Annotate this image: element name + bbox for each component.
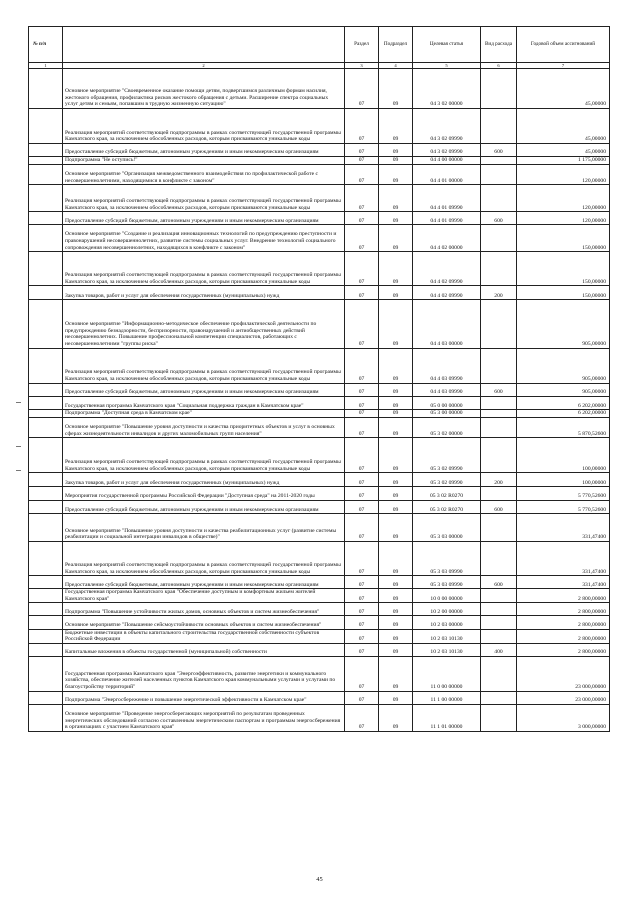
cell-amount: 905,00000 xyxy=(517,300,610,349)
cell-amount: 150,00000 xyxy=(517,286,610,300)
cell-type xyxy=(481,514,517,542)
cell-subsection: 09 xyxy=(379,300,413,349)
cell-name: Государственная программа Камчатского края "Социальная поддержка граждан в Камчатском крае" xyxy=(63,396,345,410)
cell-section: 07 xyxy=(345,164,379,185)
cell-type xyxy=(481,629,517,643)
table-row xyxy=(29,657,610,692)
cell-no xyxy=(29,629,63,643)
table-row xyxy=(29,383,610,396)
cell-target: 05 0 00 00000 xyxy=(413,396,481,410)
cell-subsection: 09 xyxy=(379,144,413,157)
table-row xyxy=(29,185,610,212)
cell-section: 07 xyxy=(345,500,379,514)
table-row xyxy=(29,410,610,418)
cell-section: 07 xyxy=(345,69,379,109)
cell-target: 05 3 03 09990 xyxy=(413,576,481,589)
cell-no xyxy=(29,705,63,732)
cell-section: 07 xyxy=(345,487,379,501)
cell-amount: 331,47400 xyxy=(517,541,610,576)
cell-amount: 120,00000 xyxy=(517,164,610,185)
table-row xyxy=(29,603,610,616)
cell-target: 04 4 02 00000 xyxy=(413,225,481,252)
cell-subsection: 09 xyxy=(379,514,413,542)
cell-type xyxy=(481,438,517,473)
cell-target: 05 3 00 00000 xyxy=(413,410,481,418)
cell-name: Основное мероприятие "Проведение энергосберегающих мероприятий по результатам проведенных энергетических обследований согласно составленным энергетическим паспортам и программам энергосбережения в организациях с участием Камчатского края" xyxy=(63,705,345,732)
cell-target: 04 4 00 00000 xyxy=(413,157,481,165)
table-row xyxy=(29,691,610,705)
page-number: 45 xyxy=(316,876,323,883)
cell-type: 400 xyxy=(481,644,517,657)
cell-subsection: 09 xyxy=(379,225,413,252)
cell-amount: 150,00000 xyxy=(517,252,610,286)
cell-no xyxy=(29,396,63,410)
cell-type xyxy=(481,348,517,383)
cell-subsection: 09 xyxy=(379,383,413,396)
cell-type xyxy=(481,603,517,616)
cell-subsection: 09 xyxy=(379,396,413,410)
cell-section: 07 xyxy=(345,417,379,438)
cell-type xyxy=(481,157,517,165)
cell-type xyxy=(481,417,517,438)
cell-section: 07 xyxy=(345,644,379,657)
cell-no xyxy=(29,144,63,157)
cell-target: 10 2 00 00000 xyxy=(413,603,481,616)
cell-subsection: 09 xyxy=(379,417,413,438)
column-number: 6 xyxy=(481,63,517,69)
cell-section: 07 xyxy=(345,185,379,212)
table-body xyxy=(29,69,610,732)
cell-no xyxy=(29,185,63,212)
cell-no xyxy=(29,438,63,473)
cell-subsection: 09 xyxy=(379,438,413,473)
cell-amount: 3 000,00000 xyxy=(517,705,610,732)
cell-subsection: 09 xyxy=(379,644,413,657)
cell-name: Основное мероприятие "Своевременное оказание помощи детям, подвергшимся различным формам насилия, жестокого обращения, профилактика рисков жестокого обращения с детьми. Расширение спектра социальных услуг детям и семьям, попавшим в трудную жизненную ситуацию" xyxy=(63,69,345,109)
cell-amount: 100,00000 xyxy=(517,473,610,487)
cell-no xyxy=(29,410,63,418)
header-type: Вид расхода xyxy=(481,27,517,63)
cell-type xyxy=(481,541,517,576)
header-amount: Годовой объем ассигнований xyxy=(517,27,610,63)
cell-type xyxy=(481,691,517,705)
cell-target: 04 4 03 09990 xyxy=(413,348,481,383)
cell-name: Основное мероприятие "Повышение уровня доступности и качества приоритетных объектов и услуг в основных сферах жизнедеятельности инвалидов и других маломобильных групп населения" xyxy=(63,417,345,438)
cell-section: 07 xyxy=(345,157,379,165)
cell-amount: 23 000,00000 xyxy=(517,657,610,692)
cell-subsection: 09 xyxy=(379,705,413,732)
table-row xyxy=(29,514,610,542)
cell-amount: 5 770,52600 xyxy=(517,487,610,501)
table-row xyxy=(29,396,610,410)
cell-no xyxy=(29,69,63,109)
cell-amount: 905,00000 xyxy=(517,383,610,396)
cell-section: 07 xyxy=(345,705,379,732)
table-row xyxy=(29,348,610,383)
column-number: 1 xyxy=(29,63,63,69)
cell-name: Государственная программа Камчатского края "Обеспечение доступным и комфортным жильем жителей Камчатского края" xyxy=(63,589,345,603)
cell-name: Предоставление субсидий бюджетным, автономным учреждениям и иным некоммерческим организациям xyxy=(63,144,345,157)
cell-subsection: 09 xyxy=(379,252,413,286)
cell-type xyxy=(481,225,517,252)
cell-name: Основное мероприятие "Повышение уровня доступности и качества реабилитационных услуг (развитие системы реабилитации и социальной интеграции инвалидов в обществе)" xyxy=(63,514,345,542)
cell-target: 04 4 01 00000 xyxy=(413,164,481,185)
cell-amount: 120,00000 xyxy=(517,185,610,212)
table-row xyxy=(29,109,610,144)
cell-no xyxy=(29,541,63,576)
header-name xyxy=(63,27,345,63)
cell-type: 600 xyxy=(481,383,517,396)
cell-amount: 120,00000 xyxy=(517,212,610,225)
cell-target: 04 4 02 09990 xyxy=(413,286,481,300)
cell-no xyxy=(29,576,63,589)
cell-section: 07 xyxy=(345,541,379,576)
cell-no xyxy=(29,500,63,514)
cell-type: 600 xyxy=(481,576,517,589)
header-subsection: Подраздел xyxy=(379,27,413,63)
cell-target: 11 1 01 00000 xyxy=(413,705,481,732)
cell-target: 04 4 01 09990 xyxy=(413,212,481,225)
cell-no xyxy=(29,300,63,349)
cell-no xyxy=(29,164,63,185)
cell-amount: 2 800,00000 xyxy=(517,616,610,630)
cell-section: 07 xyxy=(345,348,379,383)
cell-amount: 331,47400 xyxy=(517,576,610,589)
cell-amount: 6 202,00000 xyxy=(517,410,610,418)
cell-amount: 1 175,00000 xyxy=(517,157,610,165)
cell-section: 07 xyxy=(345,691,379,705)
cell-no xyxy=(29,589,63,603)
cell-target: 04 4 03 00000 xyxy=(413,300,481,349)
cell-target: 04 4 03 09990 xyxy=(413,383,481,396)
column-number: 4 xyxy=(379,63,413,69)
cell-target: 05 3 03 00000 xyxy=(413,514,481,542)
table-row xyxy=(29,252,610,286)
table-row xyxy=(29,69,610,109)
cell-amount: 5 870,52600 xyxy=(517,417,610,438)
cell-amount: 2 800,00000 xyxy=(517,589,610,603)
cell-target: 10 2 03 10130 xyxy=(413,629,481,643)
table-row xyxy=(29,164,610,185)
cell-name: Предоставление субсидий бюджетным, автономным учреждениям и иным некоммерческим организациям xyxy=(63,212,345,225)
cell-amount: 45,00000 xyxy=(517,144,610,157)
cell-type xyxy=(481,410,517,418)
cell-name: Реализация мероприятий соответствующей подпрограммы в рамках соответствующей государственной программы Камчатского края, за исключением обособленных расходов, которым присваиваются уникальные коды xyxy=(63,541,345,576)
cell-subsection: 09 xyxy=(379,657,413,692)
table-row xyxy=(29,629,610,643)
cell-no xyxy=(29,473,63,487)
table-row xyxy=(29,212,610,225)
table-row xyxy=(29,500,610,514)
cell-section: 07 xyxy=(345,225,379,252)
cell-type xyxy=(481,69,517,109)
cell-name: Капитальные вложения в объекты государственной (муниципальной) собственности xyxy=(63,644,345,657)
margin-mark xyxy=(16,470,21,471)
table-row xyxy=(29,576,610,589)
cell-section: 07 xyxy=(345,383,379,396)
cell-section: 07 xyxy=(345,629,379,643)
column-number: 5 xyxy=(413,63,481,69)
cell-name: Государственная программа Камчатского края "Энергоэффективность, развитие энергетики и коммунального хозяйства, обеспечение жителей населенных пунктов Камчатского края коммунальными услугами и услугами по благоустройству территорий" xyxy=(63,657,345,692)
header-row xyxy=(29,27,610,63)
cell-amount: 905,00000 xyxy=(517,348,610,383)
cell-target: 04 3 02 09990 xyxy=(413,109,481,144)
cell-target: 05 3 02 R0270 xyxy=(413,487,481,501)
header-target: Целевая статья xyxy=(413,27,481,63)
table-row xyxy=(29,225,610,252)
cell-type xyxy=(481,185,517,212)
cell-no xyxy=(29,212,63,225)
cell-no xyxy=(29,286,63,300)
column-number: 2 xyxy=(63,63,345,69)
table-row xyxy=(29,616,610,630)
cell-amount: 45,00000 xyxy=(517,109,610,144)
cell-name: Подпрограмма "Доступная среда в Камчатском крае" xyxy=(63,410,345,418)
cell-subsection: 09 xyxy=(379,603,413,616)
cell-target: 10 2 03 00000 xyxy=(413,616,481,630)
cell-target: 05 3 03 09990 xyxy=(413,541,481,576)
cell-no xyxy=(29,225,63,252)
table-row xyxy=(29,473,610,487)
cell-section: 07 xyxy=(345,252,379,286)
cell-no xyxy=(29,514,63,542)
cell-section: 07 xyxy=(345,144,379,157)
cell-type: 600 xyxy=(481,212,517,225)
header-section: Раздел xyxy=(345,27,379,63)
cell-target: 04 4 01 09990 xyxy=(413,185,481,212)
cell-name: Предоставление субсидий бюджетным, автономным учреждениям и иным некоммерческим организациям xyxy=(63,383,345,396)
header-no: № п/п xyxy=(29,27,63,63)
cell-target: 05 3 02 R0270 xyxy=(413,500,481,514)
cell-name: Реализация мероприятий соответствующей подпрограммы в рамках соответствующей государственной программы Камчатского края, за исключением обособленных расходов, которым присваиваются уникальные коды xyxy=(63,348,345,383)
column-number: 7 xyxy=(517,63,610,69)
cell-no xyxy=(29,603,63,616)
cell-section: 07 xyxy=(345,410,379,418)
cell-subsection: 09 xyxy=(379,164,413,185)
table-row xyxy=(29,438,610,473)
table-row xyxy=(29,541,610,576)
cell-type xyxy=(481,705,517,732)
table-row xyxy=(29,300,610,349)
cell-subsection: 09 xyxy=(379,576,413,589)
cell-name: Бюджетные инвестиции в объекты капитального строительства государственной собственности субъектов Российской Федерации xyxy=(63,629,345,643)
cell-section: 07 xyxy=(345,300,379,349)
cell-section: 07 xyxy=(345,212,379,225)
cell-type xyxy=(481,164,517,185)
cell-target: 11 1 00 00000 xyxy=(413,691,481,705)
cell-section: 07 xyxy=(345,473,379,487)
cell-target: 11 0 00 00000 xyxy=(413,657,481,692)
cell-target: 04 4 02 09990 xyxy=(413,252,481,286)
cell-type xyxy=(481,396,517,410)
cell-amount: 331,47400 xyxy=(517,514,610,542)
cell-amount: 23 000,00000 xyxy=(517,691,610,705)
cell-name: Подпрограмма "Энергосбережение и повышение энергетической эффективности в Камчатском крае" xyxy=(63,691,345,705)
cell-type xyxy=(481,252,517,286)
cell-subsection: 09 xyxy=(379,157,413,165)
cell-subsection: 09 xyxy=(379,109,413,144)
cell-type: 200 xyxy=(481,473,517,487)
cell-section: 07 xyxy=(345,109,379,144)
table-row xyxy=(29,589,610,603)
cell-amount: 45,00000 xyxy=(517,69,610,109)
cell-name: Реализация мероприятий соответствующей подпрограммы в рамках соответствующей государственной программы Камчатского края, за исключением обособленных расходов, которым присваиваются уникальные коды xyxy=(63,252,345,286)
cell-amount: 150,00000 xyxy=(517,225,610,252)
cell-name: Предоставление субсидий бюджетным, автономным учреждениям и иным некоммерческим организациям xyxy=(63,576,345,589)
cell-section: 07 xyxy=(345,603,379,616)
cell-subsection: 09 xyxy=(379,629,413,643)
cell-subsection: 09 xyxy=(379,286,413,300)
margin-mark xyxy=(16,446,21,447)
cell-subsection: 09 xyxy=(379,410,413,418)
cell-no xyxy=(29,252,63,286)
cell-no xyxy=(29,417,63,438)
table-row xyxy=(29,286,610,300)
cell-section: 07 xyxy=(345,286,379,300)
cell-no xyxy=(29,348,63,383)
table-row xyxy=(29,157,610,165)
cell-no xyxy=(29,383,63,396)
table-row xyxy=(29,705,610,732)
cell-type xyxy=(481,616,517,630)
cell-subsection: 09 xyxy=(379,185,413,212)
table-row xyxy=(29,144,610,157)
cell-subsection: 09 xyxy=(379,541,413,576)
cell-type xyxy=(481,487,517,501)
cell-type: 200 xyxy=(481,286,517,300)
cell-target: 10 2 03 10130 xyxy=(413,644,481,657)
cell-subsection: 09 xyxy=(379,473,413,487)
cell-section: 07 xyxy=(345,576,379,589)
cell-no xyxy=(29,109,63,144)
cell-target: 05 3 02 09990 xyxy=(413,473,481,487)
cell-no xyxy=(29,691,63,705)
cell-subsection: 09 xyxy=(379,500,413,514)
table-row xyxy=(29,644,610,657)
cell-subsection: 09 xyxy=(379,487,413,501)
cell-no xyxy=(29,487,63,501)
cell-subsection: 09 xyxy=(379,691,413,705)
budget-table xyxy=(28,26,610,732)
cell-type xyxy=(481,109,517,144)
cell-subsection: 09 xyxy=(379,616,413,630)
cell-section: 07 xyxy=(345,396,379,410)
cell-no xyxy=(29,644,63,657)
cell-type: 600 xyxy=(481,144,517,157)
cell-amount: 2 800,00000 xyxy=(517,603,610,616)
cell-type: 600 xyxy=(481,500,517,514)
cell-target: 05 3 02 00000 xyxy=(413,417,481,438)
cell-name: Реализация мероприятий соответствующей подпрограммы в рамках соответствующей государственной программы Камчатского края, за исключением обособленных расходов, которым присваиваются уникальные коды xyxy=(63,185,345,212)
cell-subsection: 09 xyxy=(379,589,413,603)
margin-mark xyxy=(16,402,21,403)
cell-name: Предоставление субсидий бюджетным, автономным учреждениям и иным некоммерческим организациям xyxy=(63,500,345,514)
cell-amount: 6 202,00000 xyxy=(517,396,610,410)
cell-no xyxy=(29,657,63,692)
cell-no xyxy=(29,616,63,630)
cell-name: Закупка товаров, работ и услуг для обеспечения государственных (муниципальных) нужд xyxy=(63,473,345,487)
cell-target: 04 3 02 00000 xyxy=(413,69,481,109)
cell-name: Подпрограмма "Повышение устойчивости жилых домов, основных объектов и систем жизнеобеспечения" xyxy=(63,603,345,616)
cell-name: Основное мероприятие "Организация межведомственного взаимодействия по профилактической работе с несовершеннолетними, находящимися в конфликте с законом" xyxy=(63,164,345,185)
cell-section: 07 xyxy=(345,616,379,630)
cell-type xyxy=(481,657,517,692)
cell-target: 04 3 02 09990 xyxy=(413,144,481,157)
column-number: 3 xyxy=(345,63,379,69)
cell-amount: 5 770,52600 xyxy=(517,500,610,514)
cell-target: 05 3 02 09990 xyxy=(413,438,481,473)
cell-name: Основное мероприятие "Создание и реализация инновационных технологий по предупреждению преступности и правонарушений несовершеннолетних, развитие системы социальных услуг. Внедрение технологий социального сопровождения несовершеннолетних, находящихся в конфликте с законом" xyxy=(63,225,345,252)
cell-no xyxy=(29,157,63,165)
cell-amount: 100,00000 xyxy=(517,438,610,473)
cell-section: 07 xyxy=(345,657,379,692)
cell-type xyxy=(481,589,517,603)
cell-target: 10 0 00 00000 xyxy=(413,589,481,603)
cell-type xyxy=(481,300,517,349)
cell-name: Подпрограмма "Не оступись!" xyxy=(63,157,345,165)
cell-name: Закупка товаров, работ и услуг для обеспечения государственных (муниципальных) нужд xyxy=(63,286,345,300)
cell-name: Основное мероприятие "Повышение сейсмоустойчивости основных объектов и систем жизнеобеспечения" xyxy=(63,616,345,630)
cell-subsection: 09 xyxy=(379,348,413,383)
cell-name: Реализация мероприятий соответствующей подпрограммы в рамках соответствующей государственной программы Камчатского края, за исключением обособленных расходов, которым присваиваются уникальные коды xyxy=(63,438,345,473)
cell-name: Реализация мероприятий соответствующей подпрограммы в рамках соответствующей государственной программы Камчатского края, за исключением обособленных расходов, которым присваиваются уникальные коды xyxy=(63,109,345,144)
cell-subsection: 09 xyxy=(379,212,413,225)
cell-subsection: 09 xyxy=(379,69,413,109)
cell-amount: 2 800,00000 xyxy=(517,644,610,657)
cell-section: 07 xyxy=(345,438,379,473)
table-row xyxy=(29,487,610,501)
cell-section: 07 xyxy=(345,514,379,542)
cell-name: Мероприятия государственной программы Российской Федерации "Доступная среда" на 2011-2020 годы xyxy=(63,487,345,501)
cell-name: Основное мероприятие "Информационно-методическое обеспечение профилактической деятельности по предупреждению безнадзорности, беспризорности, правонарушений и антиобщественных действий несовершеннолетних. Повышение профессиональной компетенции специалистов, работающих с несовершеннолетними "группы риска" xyxy=(63,300,345,349)
table-row xyxy=(29,417,610,438)
cell-amount: 2 800,00000 xyxy=(517,629,610,643)
cell-section: 07 xyxy=(345,589,379,603)
